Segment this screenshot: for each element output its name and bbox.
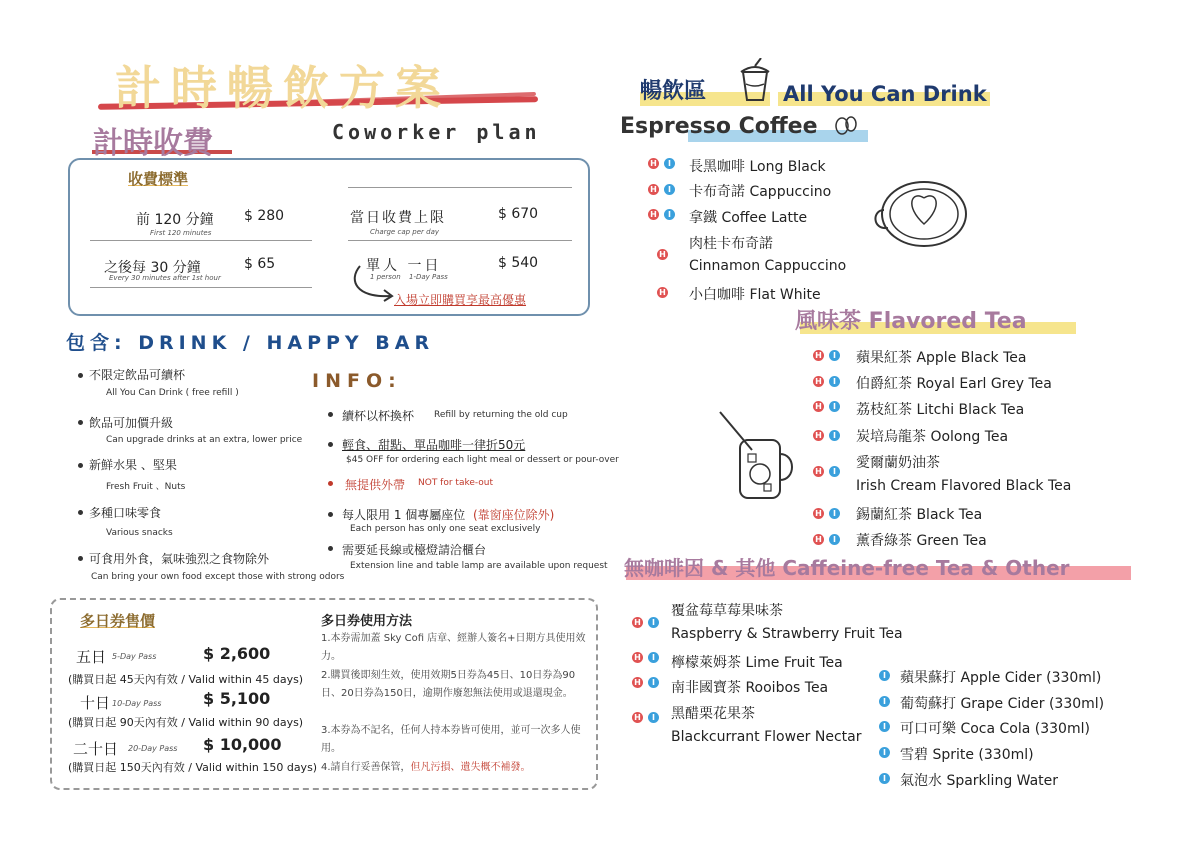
includes-title: 包含: DRINK / HAPPY BAR	[66, 332, 435, 354]
ice-badge: I	[879, 773, 890, 784]
include-item-en: Can bring your own food except those with strong odors	[91, 572, 345, 582]
hot-badge: H	[813, 534, 824, 545]
fee-daypass-person: 1 person	[370, 273, 401, 281]
ice-badge: I	[664, 184, 675, 195]
include-item: 多種口味零食	[89, 506, 162, 520]
menu-item: 可口可樂 Coca Cola (330ml)	[900, 721, 1090, 737]
divider	[90, 240, 312, 241]
info-item: 無提供外帶	[345, 478, 406, 492]
hot-badge: H	[632, 677, 643, 688]
info-item-en: Refill by returning the old cup	[434, 410, 568, 420]
include-item-en: Fresh Fruit 、Nuts	[106, 482, 186, 492]
bullet	[328, 481, 333, 486]
hot-badge: H	[648, 209, 659, 220]
fee-every30-en: Every 30 minutes after 1st hour	[109, 274, 221, 282]
ice-badge: I	[829, 534, 840, 545]
menu-item: 愛爾蘭奶油茶	[856, 455, 940, 471]
bullet	[78, 373, 83, 378]
ice-badge: I	[829, 430, 840, 441]
fee-every30-price: $ 65	[244, 256, 276, 272]
pass-price: $ 2,600	[203, 644, 271, 663]
fee-daypass-price: $ 540	[498, 255, 539, 271]
menu-item: 蘋果紅茶 Apple Black Tea	[856, 350, 1027, 366]
hot-badge: H	[813, 466, 824, 477]
drink-zone-subtitle: All You Can Drink	[783, 82, 987, 106]
menu-item: 覆盆莓草莓果味茶	[671, 603, 783, 619]
include-item: 可食用外食，氣味強烈之食物除外	[89, 552, 270, 566]
fee-every30-label: 之後每 30 分鐘	[104, 260, 201, 276]
menu-item: 薰香綠茶 Green Tea	[856, 533, 987, 549]
ice-badge: I	[879, 696, 890, 707]
info-item-en: NOT for take-out	[418, 478, 494, 488]
pass-validity: (購買日起 90天內有效 / Valid within 90 days)	[68, 716, 304, 729]
rule-item: 2.購買後即刻生效，使用效期5日券為45日、10日券為90日、20日券為150日，逾期作廢恕無法使用或退還現金。	[321, 670, 576, 699]
menu-item: Irish Cream Flavored Black Tea	[856, 478, 1072, 494]
info-item-en: Each person has only one seat exclusively	[350, 524, 541, 534]
info-item: 需要延長線或檯燈請洽櫃台	[342, 543, 487, 557]
menu-item: 炭培烏龍茶 Oolong Tea	[856, 429, 1009, 445]
rules-title: 多日券使用方法	[321, 614, 413, 629]
menu-item: Blackcurrant Flower Nectar	[671, 729, 862, 745]
bullet	[78, 463, 83, 468]
info-item-note: (靠窗座位除外)	[473, 508, 555, 522]
main-title: 計時暢飲方案	[115, 61, 451, 115]
fee-daypass-label: 單人 一日	[366, 258, 442, 274]
info-title: INFO:	[312, 370, 402, 392]
rule-item-text: 4.請自行妥善保管，	[321, 762, 411, 773]
menu-item: Raspberry & Strawberry Fruit Tea	[671, 626, 903, 642]
ice-badge: I	[664, 158, 675, 169]
cup-icon	[735, 58, 775, 104]
hot-badge: H	[813, 401, 824, 412]
pass-name: 五日	[76, 648, 107, 666]
bullet	[78, 556, 83, 561]
fee-cap-label: 當日收費上限	[350, 210, 446, 226]
hot-badge: H	[657, 249, 668, 260]
menu-item: 雪碧 Sprite (330ml)	[900, 747, 1034, 763]
hot-badge: H	[813, 350, 824, 361]
info-item: 續杯以杯換杯	[342, 409, 415, 423]
menu-item: 氣泡水 Sparkling Water	[900, 773, 1059, 789]
hot-badge: H	[813, 430, 824, 441]
menu-item: 伯爵紅茶 Royal Earl Grey Tea	[856, 376, 1052, 392]
ice-badge: I	[648, 652, 659, 663]
bullet	[328, 512, 333, 517]
coffee-beans-icon	[834, 114, 858, 136]
menu-item: 南非國寶茶 Rooibos Tea	[671, 680, 829, 696]
menu-item: 荔枝紅茶 Litchi Black Tea	[856, 402, 1025, 418]
pass-price: $ 5,100	[203, 689, 271, 708]
other-title: 無咖啡因 & 其他 Caffeine-free Tea & Other	[624, 556, 1070, 580]
hot-badge: H	[813, 508, 824, 519]
espresso-title: Espresso Coffee	[620, 114, 818, 139]
hot-badge: H	[632, 712, 643, 723]
pass-en: 10-Day Pass	[112, 699, 162, 708]
ice-badge: I	[829, 401, 840, 412]
multipass-title: 多日券售價	[80, 612, 156, 630]
info-item: 輕食、甜點、單品咖啡一律折50元	[342, 438, 526, 452]
ice-badge: I	[879, 670, 890, 681]
include-item: 飲品可加價升級	[89, 416, 174, 430]
menu-item: 葡萄蘇打 Grape Cider (330ml)	[900, 696, 1105, 712]
hot-badge: H	[657, 287, 668, 298]
rule-item-warning: 但凡污損、遺失概不補發。	[410, 762, 531, 773]
hot-badge: H	[813, 376, 824, 387]
include-item-en: All You Can Drink ( free refill )	[106, 388, 239, 398]
menu-item: 拿鐵 Coffee Latte	[689, 210, 808, 226]
curved-arrow-icon	[350, 262, 396, 304]
menu-item: 錫蘭紅茶 Black Tea	[856, 507, 983, 523]
ice-badge: I	[648, 677, 659, 688]
info-item-en: $45 OFF for ordering each light meal or dessert or pour-over	[346, 455, 619, 465]
menu-item: 肉桂卡布奇諾	[689, 236, 773, 252]
menu-item: 卡布奇諾 Cappuccino	[689, 184, 832, 200]
menu-item: 蘋果蘇打 Apple Cider (330ml)	[900, 670, 1102, 686]
divider	[348, 187, 572, 188]
promo-link[interactable]: 入場立即購買享最高優惠	[394, 293, 527, 307]
pass-price: $ 10,000	[203, 735, 282, 754]
fee-first-label: 前 120 分鐘	[136, 212, 214, 228]
rule-item	[321, 759, 531, 777]
fee-daypass-en: 1-Day Pass	[409, 273, 448, 281]
hot-badge: H	[648, 184, 659, 195]
ice-badge: I	[829, 508, 840, 519]
menu-item: 小白咖啡 Flat White	[689, 287, 821, 303]
hot-badge: H	[648, 158, 659, 169]
info-item: 每人限用 1 個專屬座位	[342, 508, 466, 522]
divider	[90, 287, 312, 288]
ice-badge: I	[879, 747, 890, 758]
info-item-en: Extension line and table lamp are available upon request	[350, 561, 608, 571]
ice-badge: I	[664, 209, 675, 220]
pass-name: 二十日	[73, 740, 119, 758]
include-item: 新鮮水果 、堅果	[89, 458, 177, 472]
bullet	[328, 546, 333, 551]
bullet	[328, 442, 333, 447]
menu-item: 黑醋栗花果茶	[671, 706, 755, 722]
iced-tea-jar-icon	[718, 410, 802, 502]
coworker-plan-label: Coworker plan	[332, 120, 541, 144]
pass-name: 十日	[80, 694, 111, 712]
menu-item: 檸檬萊姆茶 Lime Fruit Tea	[671, 655, 843, 671]
hot-badge: H	[632, 617, 643, 628]
fee-standard-label: 收費標準	[128, 170, 189, 188]
fee-first-en: First 120 minutes	[150, 229, 212, 237]
rule-item: 1.本券需加蓋 Sky Cofi 店章、經辦人簽名+日期方具使用效力。	[321, 633, 586, 662]
ice-badge: I	[648, 617, 659, 628]
fee-first-price: $ 280	[244, 208, 285, 224]
divider	[348, 240, 572, 241]
include-item-en: Can upgrade drinks at an extra, lower price	[106, 435, 303, 445]
fee-cap-en: Charge cap per day	[370, 228, 440, 236]
ice-badge: I	[829, 350, 840, 361]
include-item: 不限定飲品可續杯	[89, 368, 186, 382]
ice-badge: I	[879, 721, 890, 732]
pass-validity: (購買日起 45天內有效 / Valid within 45 days)	[68, 673, 304, 686]
bullet	[328, 412, 333, 417]
bullet	[78, 510, 83, 515]
bullet	[78, 420, 83, 425]
menu-item: Cinnamon Cappuccino	[689, 258, 847, 274]
tea-title: 風味茶 Flavored Tea	[795, 309, 1027, 334]
include-item-en: Various snacks	[106, 528, 173, 538]
ice-badge: I	[829, 376, 840, 387]
pass-validity: (購買日起 150天內有效 / Valid within 150 days)	[68, 761, 318, 774]
pass-en: 5-Day Pass	[112, 652, 157, 661]
fee-cap-price: $ 670	[498, 206, 539, 222]
ice-badge: I	[829, 466, 840, 477]
pass-en: 20-Day Pass	[128, 744, 178, 753]
section-title: 計時收費	[93, 126, 213, 161]
drink-zone-title: 暢飲區	[640, 79, 707, 104]
hot-badge: H	[632, 652, 643, 663]
ice-badge: I	[648, 712, 659, 723]
rule-item: 3.本券為不記名，任何人持本券皆可使用，並可一次多人使用。	[321, 725, 581, 754]
menu-item: 長黑咖啡 Long Black	[689, 159, 826, 175]
latte-art-cup-icon	[872, 180, 970, 256]
